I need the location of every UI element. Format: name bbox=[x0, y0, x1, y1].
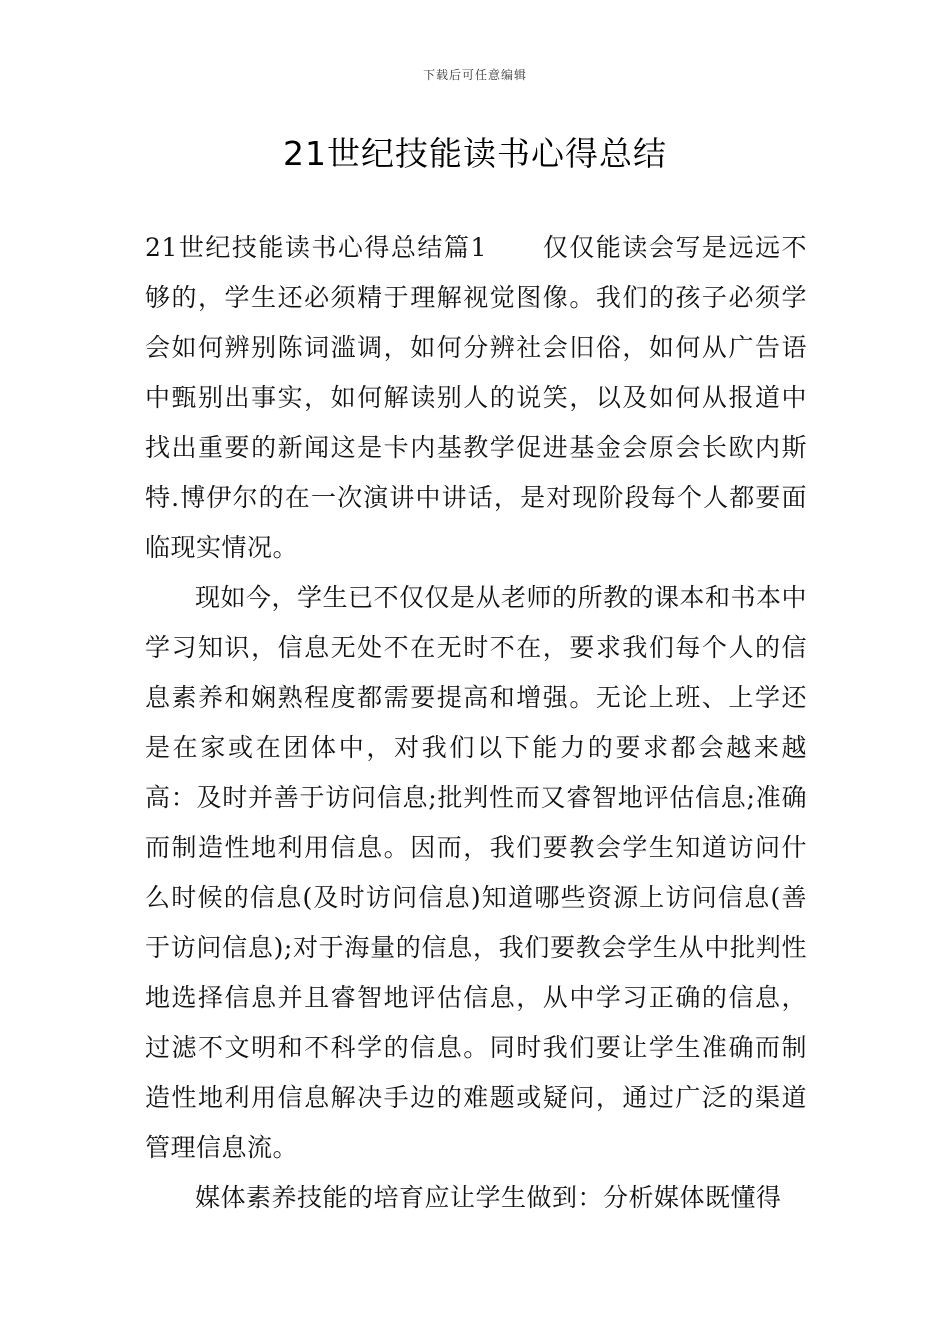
header-note: 下载后可任意编辑 bbox=[422, 68, 527, 82]
paragraph-3: 媒体素养技能的培育应让学生做到：分析媒体既懂得 bbox=[195, 1183, 782, 1212]
section-heading: 21世纪技能读书心得总结篇1 bbox=[145, 233, 487, 262]
paragraph-1 bbox=[145, 223, 807, 573]
paragraph-1-text: 仅仅能读会写是远远不够的，学生还必须精于理解视觉图像。我们的孩子必须学会如何辨别陈词滥调，如何分辨社会旧俗，如何从广告语中甄别出事实，如何解读别人的说笑，以及如何从报道中找出重要的新闻这是卡内基教学促进基金会原会长欧内斯特.博伊尔的在一次演讲中讲话，是对现阶段每个人都要面临现实情况。 bbox=[145, 233, 807, 562]
document-body bbox=[145, 223, 807, 1223]
paragraph-2: 现如今，学生已不仅仅是从老师的所教的课本和书本中学习知识，信息无处不在无时不在，要求我们每个人的信息素养和娴熟程度都需要提高和增强。无论上班、上学还是在家或在团体中，对我们以下能力的要求都会越来越高：及时并善于访问信息;批判性而又睿智地评估信息;准确而制造性地利用信息。因而，我们要教会学生知道访问什么时候的信息(及时访问信息)知道哪些资源上访问信息(善于访问信息);对于海量的信息，我们要教会学生从中批判性地选择信息并且睿智地评估信息，从中学习正确的信息，过滤不文明和不科学的信息。同时我们要让学生准确而制造性地利用信息解决手边的难题或疑问，通过广泛的渠道管理信息流。 bbox=[145, 583, 808, 1162]
document-title: 21世纪技能读书心得总结 bbox=[283, 134, 667, 173]
